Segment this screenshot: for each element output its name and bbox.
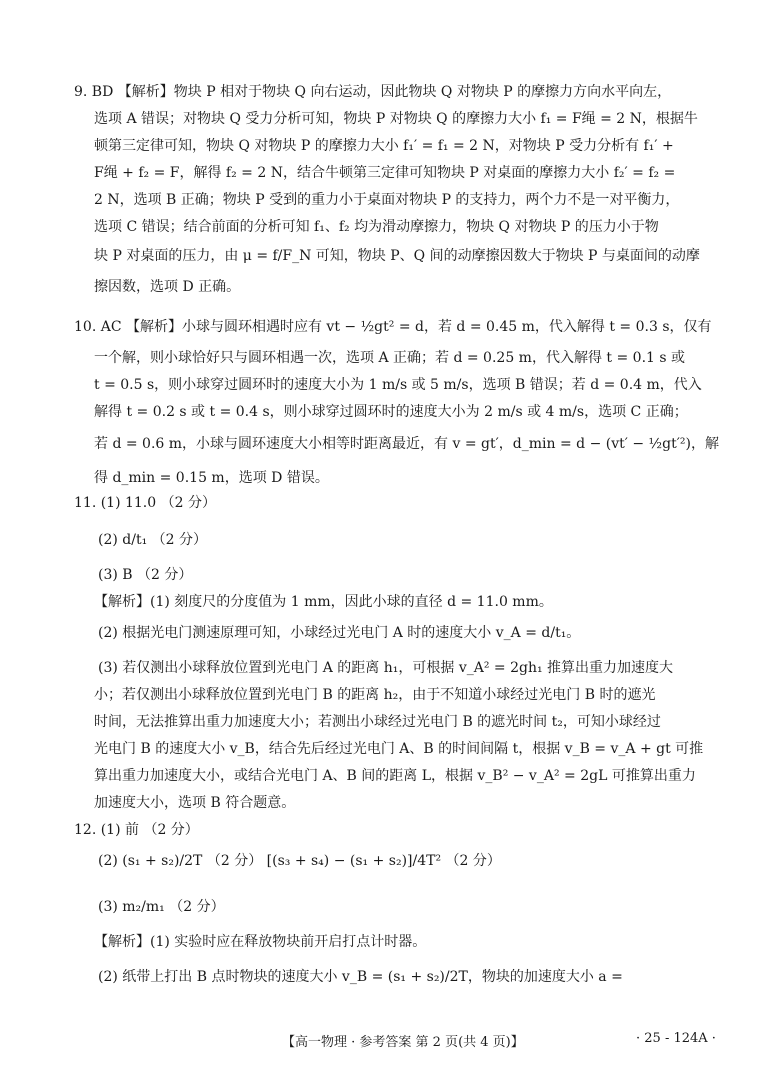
q12-part-3: (3) m₂/m₁ （2 分） xyxy=(98,899,225,915)
q9-line-8: 擦因数，选项 D 正确。 xyxy=(94,279,241,295)
q9-line-1: 9. BD 【解析】物块 P 相对于物块 Q 向右运动，因此物块 Q 对物块 P 的摩擦力方向水平向左， xyxy=(74,84,672,100)
q10-line-5: 若 d = 0.6 m，小球与圆环速度大小相等时距离最近，有 v = gt′，d_min = d − (vt′ − ½gt′²)，解 xyxy=(94,436,719,452)
q9-line-3: 顿第三定律可知，物块 Q 对物块 P 的摩擦力大小 f₁′ = f₁ = 2 N，对物块 P 受力分析有 f₁′ + xyxy=(94,138,674,154)
q11-part-2: (2) d/t₁ （2 分） xyxy=(98,532,208,548)
q10-line-4: 解得 t = 0.2 s 或 t = 0.4 s，则小球穿过圆环时的速度大小为 2 m/s 或 4 m/s，选项 C 正确； xyxy=(94,404,688,420)
q10-line-3: t = 0.5 s，则小球穿过圆环时的速度大小为 1 m/s 或 5 m/s，选项 B 错误；若 d = 0.4 m，代入 xyxy=(94,377,702,393)
q9-line-2: 选项 A 错误；对物块 Q 受力分析可知，物块 P 对物块 Q 的摩擦力大小 f₁ = F绳 = 2 N，根据牛 xyxy=(94,111,698,127)
q11-analysis-6: 光电门 B 的速度大小 v_B，结合先后经过光电门 A、B 的时间间隔 t，根据 v_B = v_A + gt 可推 xyxy=(94,741,704,757)
q10-line-2: 一个解，则小球恰好只与圆环相遇一次，选项 A 正确；若 d = 0.25 m，代入解得 t = 0.1 s 或 xyxy=(94,350,686,366)
q9-line-5: 2 N，选项 B 正确；物块 P 受到的重力小于桌面对物块 P 的支持力，两个力不是一对平衡力， xyxy=(94,192,680,208)
q11-part-1: 11. (1) 11.0 （2 分） xyxy=(74,495,216,511)
q11-analysis-4: 小；若仅测出小球释放位置到光电门 B 的距离 h₂，由于不知道小球经过光电门 B 时的遮光 xyxy=(94,687,656,703)
q11-analysis-2: (2) 根据光电门测速原理可知，小球经过光电门 A 时的速度大小 v_A = d/t₁。 xyxy=(98,625,581,641)
footer-doc-code: · 25 - 124A · xyxy=(636,1031,716,1046)
q12-analysis-2: (2) 纸带上打出 B 点时物块的速度大小 v_B = (s₁ + s₂)/2T，物块的加速度大小 a = xyxy=(98,969,623,985)
q11-analysis-3: (3) 若仅测出小球释放位置到光电门 A 的距离 h₁，可根据 v_A² = 2gh₁ 推算出重力加速度大 xyxy=(98,660,674,676)
q9-line-7: 块 P 对桌面的压力，由 μ = f/F_N 可知，物块 P、Q 间的动摩擦因数大于物块 P 与桌面间的动摩 xyxy=(94,248,700,264)
q9-line-4: F绳 + f₂ = F，解得 f₂ = 2 N，结合牛顿第三定律可知物块 P 对桌面的摩擦力大小 f₂′ = f₂ = xyxy=(94,165,676,181)
q11-part-3: (3) B （2 分） xyxy=(98,567,193,583)
q12-part-2: (2) (s₁ + s₂)/2T （2 分） [(s₃ + s₄) − (s₁ + s₂)]/4T² （2 分） xyxy=(98,853,501,869)
q11-analysis-7: 算出重力加速度大小，或结合光电门 A、B 间的距离 L，根据 v_B² − v_A² = 2gL 可推算出重力 xyxy=(94,768,696,784)
footer-page-info: 【高一物理 · 参考答案 第 2 页(共 4 页)】 xyxy=(282,1035,524,1050)
q11-analysis-8: 加速度大小，选项 B 符合题意。 xyxy=(94,795,296,811)
q9-line-6: 选项 C 错误；结合前面的分析可知 f₁、f₂ 均为滑动摩擦力，物块 Q 对物块 P 的压力小于物 xyxy=(94,219,659,235)
q11-analysis-5: 时间，无法推算出重力加速度大小；若测出小球经过光电门 B 的遮光时间 t₂，可知小球经过 xyxy=(94,714,661,730)
q10-line-1: 10. AC 【解析】小球与圆环相遇时应有 vt − ½gt² = d，若 d = 0.45 m，代入解得 t = 0.3 s，仅有 xyxy=(74,319,712,335)
q12-analysis-1: 【解析】(1) 实验时应在释放物块前开启打点计时器。 xyxy=(94,934,427,950)
q12-part-1: 12. (1) 前 （2 分） xyxy=(74,822,199,838)
q10-line-6: 得 d_min = 0.15 m，选项 D 错误。 xyxy=(94,470,329,486)
q11-analysis-1: 【解析】(1) 刻度尺的分度值为 1 mm，因此小球的直径 d = 11.0 mm。 xyxy=(94,594,553,610)
